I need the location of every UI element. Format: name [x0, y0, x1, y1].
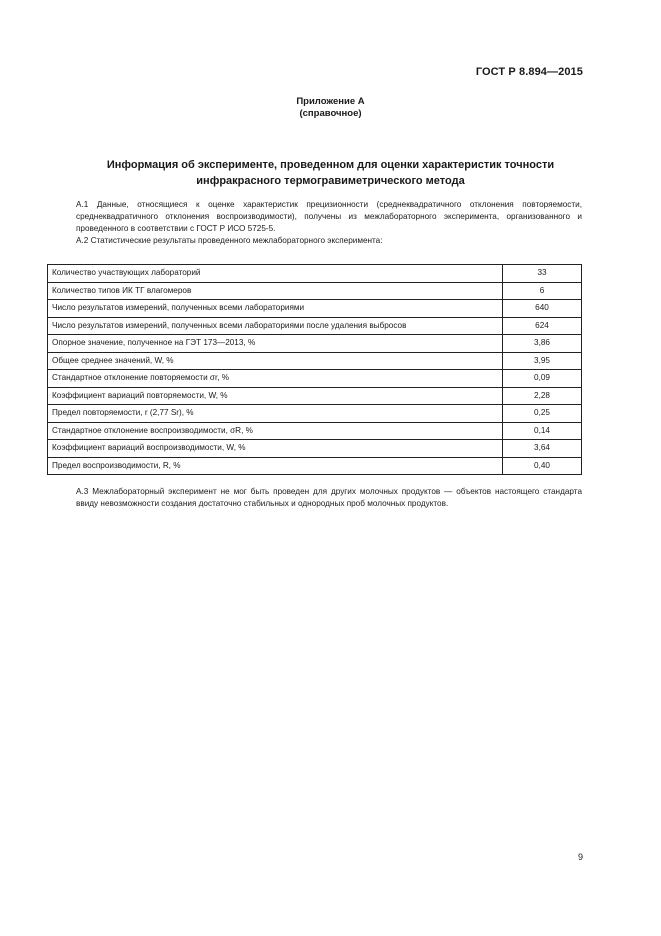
document-code: ГОСТ Р 8.894—2015	[475, 66, 583, 78]
table-row	[48, 422, 582, 440]
row-label: Число результатов измерений, полученных всеми лабораториями после удаления выбросов	[48, 317, 503, 335]
page-number: 9	[577, 852, 583, 862]
row-value: 6	[503, 282, 582, 300]
appendix-type: (справочное)	[299, 108, 362, 119]
row-value: 0,14	[503, 422, 582, 440]
title-line-1: Информация об эксперименте, проведенном для оценки характеристик точности	[106, 159, 555, 171]
appendix-heading	[0, 96, 661, 120]
row-label: Коэффициент вариаций повторяемости, W, %	[48, 387, 503, 405]
table-row	[48, 370, 582, 388]
paragraph-a1	[62, 199, 582, 236]
row-label: Опорное значение, полученное на ГЭТ 173—2013, %	[48, 335, 503, 353]
table-row	[48, 335, 582, 353]
section-title	[60, 157, 601, 189]
row-value: 3,64	[503, 440, 582, 458]
row-value: 33	[503, 265, 582, 283]
row-label: Количество типов ИК ТГ влагомеров	[48, 282, 503, 300]
results-table	[47, 264, 582, 475]
row-label: Стандартное отклонение воспроизводимости, σR, %	[48, 422, 503, 440]
table-row	[48, 440, 582, 458]
table-row	[48, 352, 582, 370]
paragraph-a3-text: А.3 Межлабораторный эксперимент не мог быть проведен для других молочных продуктов — объектов настоящего стандарта ввиду невозможности создания достаточно стабильных и однородных проб молочных продуктов.	[76, 487, 582, 509]
title-line-2: инфракрасного термогравиметрического метода	[196, 175, 465, 187]
paragraph-a2	[62, 235, 582, 247]
row-value: 3,86	[503, 335, 582, 353]
row-value: 624	[503, 317, 582, 335]
paragraph-a1-text: А.1 Данные, относящиеся к оценке характеристик прецизионности (среднеквадратичного отклонения повторяемости, среднеквадратичного отклонения воспроизводимости), получены из межлабораторного эксперимента, организованного и проведенного в соответствии с ГОСТ Р ИСО 5725-5.	[76, 200, 582, 234]
row-label: Предел повторяемости, r (2,77 Sr), %	[48, 405, 503, 423]
paragraph-a3	[62, 486, 582, 510]
row-label: Общее среднее значений, W, %	[48, 352, 503, 370]
row-value: 0,40	[503, 457, 582, 475]
row-value: 2,28	[503, 387, 582, 405]
table-row	[48, 317, 582, 335]
row-value: 640	[503, 300, 582, 318]
table-row	[48, 457, 582, 475]
row-value: 0,25	[503, 405, 582, 423]
table-row	[48, 300, 582, 318]
row-value: 3,95	[503, 352, 582, 370]
row-label: Число результатов измерений, полученных всеми лабораториями	[48, 300, 503, 318]
row-label: Количество участвующих лабораторий	[48, 265, 503, 283]
row-value: 0,09	[503, 370, 582, 388]
table-row	[48, 282, 582, 300]
row-label: Стандартное отклонение повторяемости σr, %	[48, 370, 503, 388]
table-row	[48, 387, 582, 405]
appendix-label: Приложение А	[296, 96, 365, 107]
paragraph-a2-text: А.2 Статистические результаты проведенного межлабораторного эксперимента:	[76, 236, 383, 245]
table-row	[48, 405, 582, 423]
row-label: Коэффициент вариаций воспроизводимости, W, %	[48, 440, 503, 458]
table-row	[48, 265, 582, 283]
row-label: Предел воспроизводимости, R, %	[48, 457, 503, 475]
